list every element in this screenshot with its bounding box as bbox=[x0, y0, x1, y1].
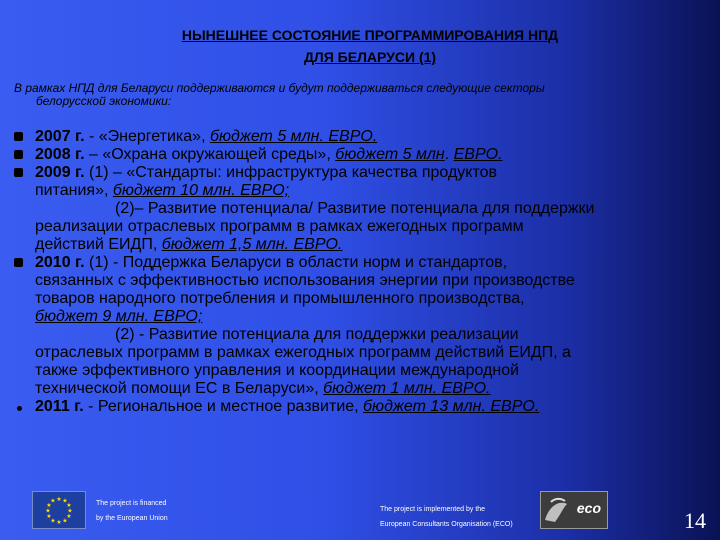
intro-text bbox=[14, 82, 694, 108]
intro-line-2: белорусской экономики: bbox=[36, 94, 172, 108]
year-2009: 2009 г. bbox=[35, 164, 85, 181]
list-item-2010 bbox=[14, 254, 714, 398]
eco-logo-text: eco bbox=[576, 500, 601, 516]
year-2007: 2007 г. bbox=[35, 128, 85, 145]
eco-logo-icon bbox=[540, 491, 608, 529]
title-line-1: НЫНЕШНЕЕ СОСТОЯНИЕ ПРОГРАММИРОВАНИЯ НПД bbox=[181, 27, 559, 43]
year-2010: 2010 г. bbox=[35, 254, 85, 271]
eu-line-1: The project is financed bbox=[96, 500, 167, 507]
year-2008: 2008 г. bbox=[35, 146, 85, 163]
bullet-icon bbox=[17, 406, 22, 411]
bullet-icon bbox=[14, 258, 23, 267]
eu-funding-note bbox=[96, 496, 168, 526]
svg-text:★: ★ bbox=[66, 502, 72, 509]
svg-text:★: ★ bbox=[62, 517, 68, 525]
item-text: связанных с эффективностью использования энергии при производстве bbox=[35, 272, 575, 289]
item-text: технической помощи ЕС в Беларуси», bbox=[35, 380, 324, 397]
budget-2009-1: бюджет 10 млн. ЕВРО; bbox=[112, 182, 290, 199]
page-number: 14 bbox=[684, 508, 706, 533]
eco-implementation-note bbox=[380, 502, 513, 532]
item-text: - «Энергетика», bbox=[84, 128, 210, 145]
svg-text:★: ★ bbox=[46, 502, 52, 509]
item-text: (2)– Развитие потенциала/ Развитие потенциала для поддержки bbox=[115, 200, 595, 217]
svg-text:★: ★ bbox=[67, 507, 73, 515]
budget-2007: бюджет 5 млн. ЕВРО. bbox=[209, 128, 378, 145]
eu-flag-icon bbox=[32, 491, 86, 529]
budget-2011: бюджет 13 млн. ЕВРО. bbox=[363, 398, 540, 415]
slide-title bbox=[90, 24, 650, 68]
budget-2008: бюджет 5 млн bbox=[335, 146, 445, 163]
title-line-2: ДЛЯ БЕЛАРУСИ (1) bbox=[303, 49, 437, 65]
item-text: – «Охрана окружающей среды», bbox=[84, 146, 336, 163]
item-text: (1) – «Стандарты: инфраструктура качества продуктов bbox=[84, 164, 497, 181]
budget-2009-2: бюджет 1,5 млн. ЕВРО. bbox=[161, 236, 343, 253]
item-text: - Региональное и местное развитие, bbox=[83, 398, 364, 415]
bullet-icon bbox=[14, 132, 23, 141]
bullet-icon bbox=[14, 150, 23, 159]
list-item-2008 bbox=[14, 146, 714, 164]
item-text: действий ЕИДП, bbox=[35, 236, 162, 253]
svg-text:★: ★ bbox=[62, 497, 68, 505]
svg-text:★: ★ bbox=[45, 507, 51, 515]
item-sep: . bbox=[444, 146, 454, 163]
budget-2008-currency: ЕВРО. bbox=[453, 146, 503, 163]
bullet-icon bbox=[14, 168, 23, 177]
eco-line-1: The project is implemented by the bbox=[380, 506, 486, 513]
svg-text:★: ★ bbox=[56, 519, 62, 526]
budget-2010-1: бюджет 9 млн. ЕВРО; bbox=[35, 308, 203, 325]
svg-text:★: ★ bbox=[46, 513, 52, 520]
svg-text:★: ★ bbox=[66, 513, 72, 520]
item-text: также эффективного управления и координации международной bbox=[35, 362, 520, 379]
svg-text:★: ★ bbox=[50, 517, 56, 525]
list-item-2007 bbox=[14, 128, 714, 146]
eu-line-2: by the European Union bbox=[96, 515, 168, 522]
year-2011: 2011 г. bbox=[35, 398, 84, 415]
item-text: питания», bbox=[35, 182, 113, 199]
budget-2010-2: бюджет 1 млн. ЕВРО. bbox=[323, 380, 491, 397]
item-text: (1) - Поддержка Беларуси в области норм и стандартов, bbox=[84, 254, 508, 271]
bullet-list bbox=[14, 128, 714, 416]
item-text: (2) - Развитие потенциала для поддержки реализации bbox=[115, 326, 519, 343]
svg-text:★: ★ bbox=[50, 497, 56, 505]
item-text: товаров народного потребления и промышленного производства, bbox=[35, 290, 525, 307]
svg-text:★: ★ bbox=[56, 496, 62, 503]
eco-line-2: European Consultants Organisation (ECO) bbox=[380, 521, 513, 528]
item-text: отраслевых программ в рамках ежегодных программ действий ЕИДП, а bbox=[35, 344, 571, 361]
list-item-2009 bbox=[14, 164, 714, 254]
item-text: реализации отраслевых программ в рамках ежегодных программ bbox=[35, 218, 524, 235]
intro-line-1: В рамках НПД для Беларуси поддерживаются и будут поддерживаться следующие секторы bbox=[14, 81, 545, 95]
list-item-2011 bbox=[14, 398, 714, 416]
